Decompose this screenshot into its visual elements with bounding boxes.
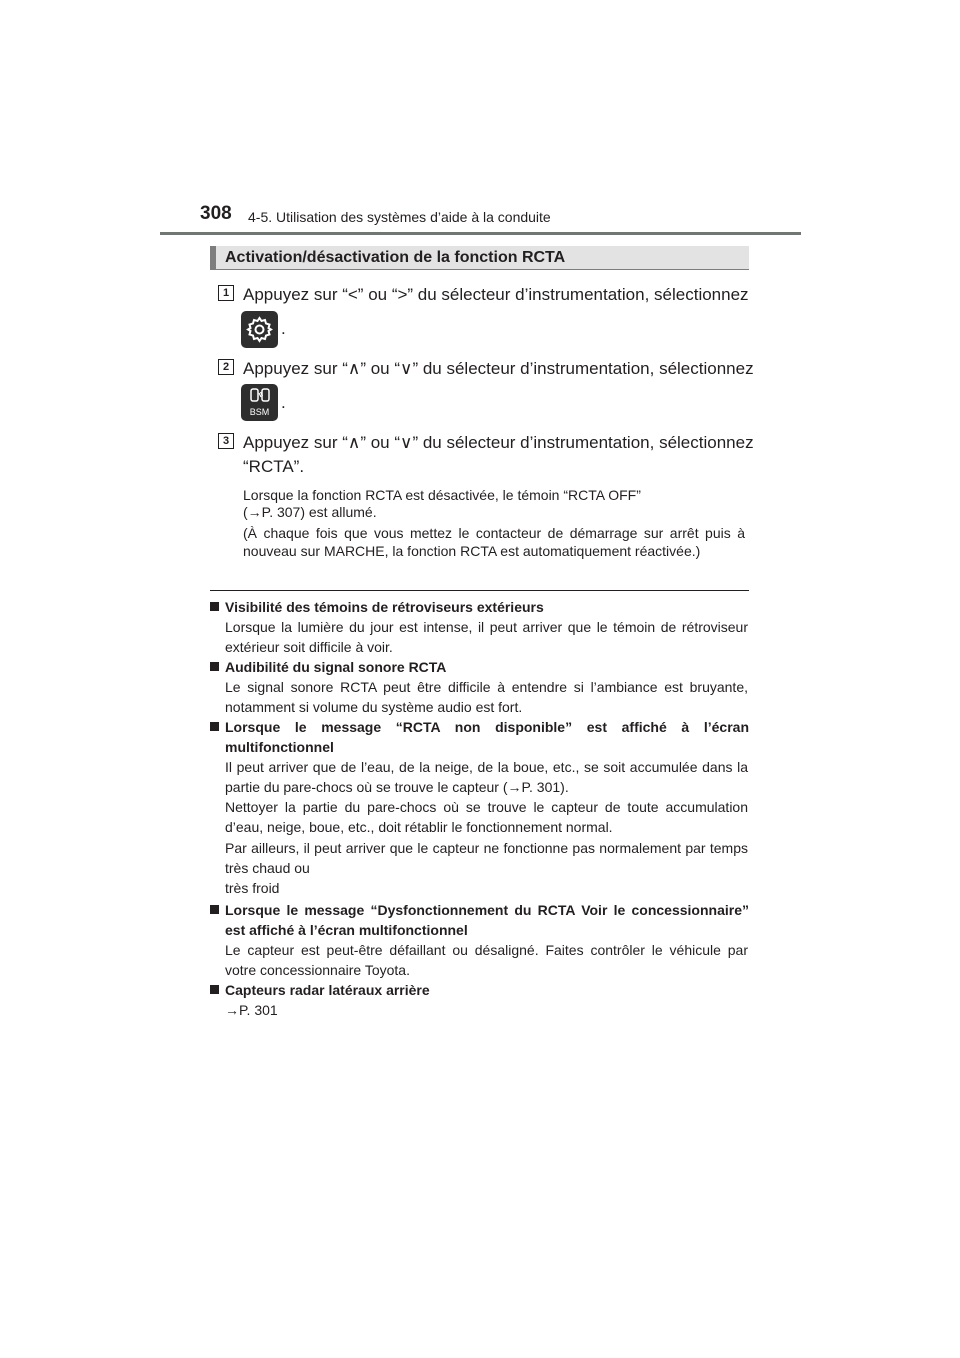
bullet-square-icon [210, 985, 219, 994]
item-body: →P. 301 [225, 1002, 278, 1018]
step-1-text: Appuyez sur “<” ou “>” du sélecteur d’instrumentation, sélectionnez [243, 285, 749, 304]
step-1-period: . [281, 319, 286, 338]
step-number-3: 3 [218, 433, 234, 449]
gear-icon [241, 311, 278, 348]
bsm-icon-label: BSM [249, 407, 270, 417]
bullet-square-icon [210, 905, 219, 914]
step-2-period: . [281, 393, 286, 412]
section-separator [210, 590, 749, 591]
bullet-square-icon [210, 722, 219, 731]
header-divider [160, 232, 801, 235]
item-body: Le capteur est peut-être défaillant ou désaligné. Faites contrôler le véhicule par votre concessionnaire Toyota. [225, 942, 748, 978]
bullet-square-icon [210, 662, 219, 671]
item-body: Lorsque la lumière du jour est intense, il peut arriver que le témoin de rétroviseur extérieur soit difficile à voir. [225, 619, 748, 655]
section-title: Activation/désactivation de la fonction RCTA [225, 249, 566, 266]
step-3-text: Appuyez sur “∧” ou “∨” du sélecteur d’instrumentation, sélectionnez [243, 433, 754, 452]
step-number-2: 2 [218, 359, 234, 375]
bsm-icon [241, 384, 278, 421]
item-body: Le signal sonore RCTA peut être difficile à entendre si l’ambiance est bruyante, notamment si volume du système audio est fort. [225, 679, 748, 715]
item-body: Il peut arriver que de l’eau, de la neige, de la boue, etc., se soit accumulée dans la partie du pare-chocs où se trouve le capteur (→P. 301). [225, 759, 748, 795]
item-heading: Audibilité du signal sonore RCTA [210, 657, 749, 677]
item-heading: Capteurs radar latéraux arrière [210, 980, 749, 1000]
item-body: très froid [225, 880, 280, 896]
note-rcta-off-line1: Lorsque la fonction RCTA est désactivée, le témoin “RCTA OFF” [243, 487, 641, 503]
note-rcta-off-line2: (→P. 307) est allumé. [243, 504, 377, 520]
step-3-text-line2: “RCTA”. [243, 457, 305, 476]
step-2-text: Appuyez sur “∧” ou “∨” du sélecteur d’instrumentation, sélectionnez [243, 359, 754, 378]
page-number: 308 [200, 203, 232, 224]
bullet-square-icon [210, 602, 219, 611]
item-heading: Lorsque le message “RCTA non disponible” est affiché à l’écran multifonctionnel [210, 717, 749, 757]
item-heading: Visibilité des témoins de rétroviseurs extérieurs [210, 597, 749, 617]
item-body: Par ailleurs, il peut arriver que le capteur ne fonctionne pas normalement par temps très chaud ou [225, 840, 748, 876]
chapter-title: 4-5. Utilisation des systèmes d’aide à la conduite [248, 209, 551, 225]
note-reactivation: (À chaque fois que vous mettez le contacteur de démarrage sur arrêt puis à nouveau sur MARCHE, la fonction RCTA est automatiquement réactivée.) [243, 525, 745, 559]
section-heading [210, 246, 749, 270]
step-number-1: 1 [218, 285, 234, 301]
item-body: Nettoyer la partie du pare-chocs où se trouve le capteur de toute accumulation d’eau, neige, boue, etc., doit rétablir le fonctionnement normal. [225, 799, 748, 835]
item-heading: Lorsque le message “Dysfonctionnement du RCTA Voir le concessionnaire” est affiché à l’écran multifonctionnel [210, 900, 749, 940]
